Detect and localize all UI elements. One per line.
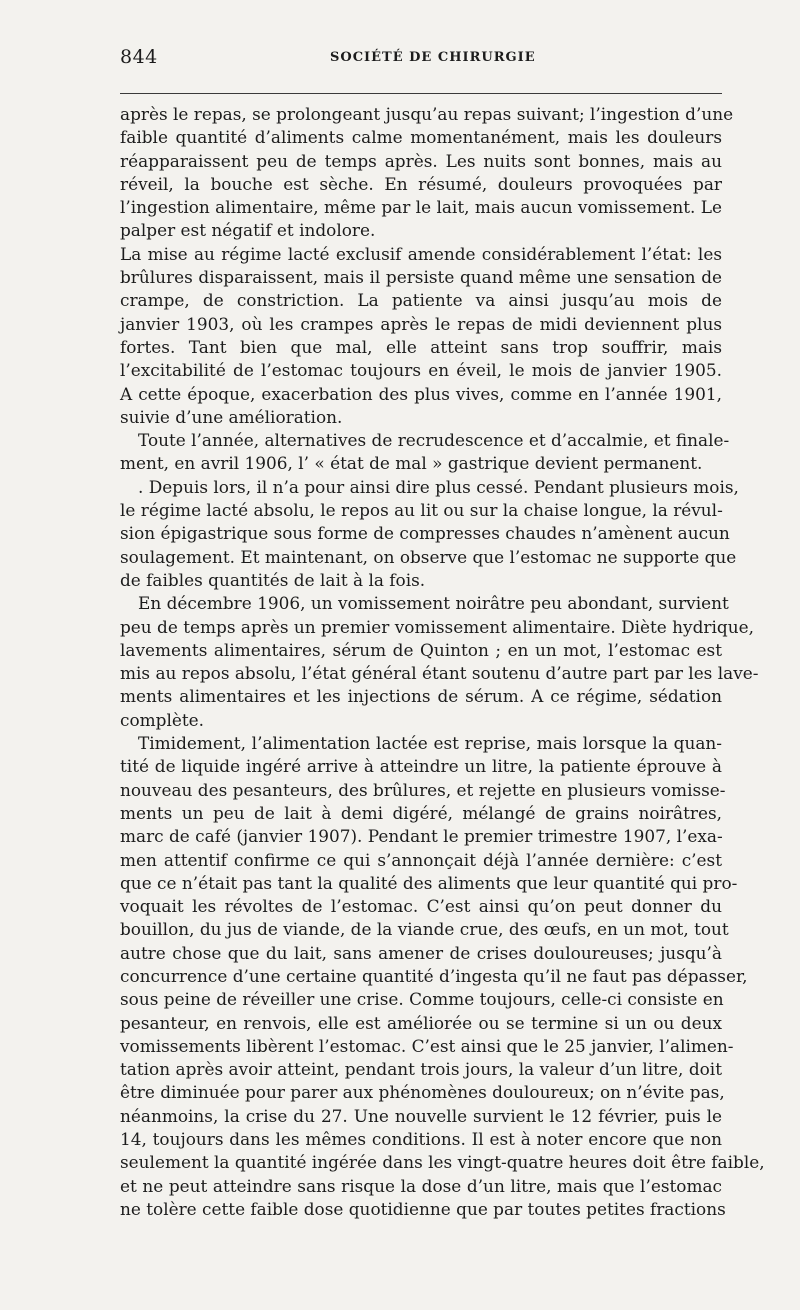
text-line: marc de café (janvier 1907). Pendant le premier trimestre 1907, l’exa- [120, 826, 723, 847]
text-line: Toute l’année, alternatives de recrudescence et d’accalmie, et finale- [138, 430, 730, 451]
text-line: fortes. Tant bien que mal, elle atteint sans trop souffrir, mais [120, 336, 722, 357]
text-line: faible quantité d’aliments calme momentanément, mais les douleurs [120, 127, 722, 148]
text-line: le régime lacté absolu, le repos au lit ou sur la chaise longue, la révul- [120, 500, 723, 521]
text-line: réveil, la bouche est sèche. En résumé, douleurs provoquées par [120, 173, 722, 194]
text-line: vomissements libèrent l’estomac. C’est ainsi que le 25 janvier, l’alimen- [120, 1035, 734, 1056]
text-line: et ne peut atteindre sans risque la dose d’un litre, mais que l’estomac [120, 1175, 722, 1196]
body-text [120, 103, 765, 1221]
text-line: nouveau des pesanteurs, des brûlures, et rejette en plusieurs vomisse- [120, 779, 726, 800]
text-line: sous peine de réveiller une crise. Comme toujours, celle-ci consiste en [120, 989, 724, 1010]
text-line: janvier 1903, où les crampes après le repas de midi deviennent plus [120, 313, 722, 334]
page-number: 844 [120, 46, 158, 68]
text-line: après le repas, se prolongeant jusqu’au repas suivant; l’ingestion d’une [120, 104, 734, 124]
text-line: être diminuée pour parer aux phénomènes douloureux; on n’évite pas, [120, 1082, 725, 1103]
text-line: ments un peu de lait à demi digéré, mélangé de grains noirâtres, [120, 802, 722, 823]
text-line: pesanteur, en renvois, elle est améliorée ou se termine si un ou deux [120, 1012, 722, 1033]
text-line: suivie d’une amélioration. [120, 406, 343, 427]
text-line: que ce n’était pas tant la qualité des aliments que leur quantité qui pro- [120, 872, 738, 893]
text-line: l’excitabilité de l’estomac toujours en éveil, le mois de janvier 1905. [120, 360, 722, 381]
text-line: complète. [120, 709, 205, 730]
text-line: tité de liquide ingéré arrive à atteindre un litre, la patiente éprouve à [120, 756, 722, 777]
text-line: . Depuis lors, il n’a pour ainsi dire plus cessé. Pendant plusieurs mois, [138, 476, 739, 497]
text-line: ments alimentaires et les injections de sérum. A ce régime, sédation [120, 686, 722, 707]
text-line: réapparaissent peu de temps après. Les nuits sont bonnes, mais au [120, 150, 722, 171]
text-line: palper est négatif et indolore. [120, 220, 376, 241]
text-line: La mise au régime lacté exclusif amende considérablement l’état: les [120, 243, 722, 264]
text-line: soulagement. Et maintenant, on observe que l’estomac ne supporte que [120, 546, 737, 567]
header-rule [120, 93, 722, 94]
text-line: ment, en avril 1906, l’ « état de mal » gastrique devient permanent. [120, 453, 703, 474]
text-line: seulement la quantité ingérée dans les vingt-quatre heures doit être faible, [120, 1152, 765, 1173]
text-line: voquait les révoltes de l’estomac. C’est ainsi qu’on peut donner du [120, 896, 722, 917]
text-line: autre chose que du lait, sans amener de crises douloureuses; jusqu’à [120, 942, 722, 963]
text-line: concurrence d’une certaine quantité d’ingesta qu’il ne faut pas dépasser, [120, 965, 748, 986]
text-line: bouillon, du jus de viande, de la viande crue, des œufs, en un mot, tout [120, 919, 729, 940]
text-line: néanmoins, la crise du 27. Une nouvelle survient le 12 février, puis le [120, 1105, 722, 1126]
text-line: men attentif confirme ce qui s’annonçait déjà l’année dernière: c’est [120, 849, 722, 870]
text-line: crampe, de constriction. La patiente va ainsi jusqu’au mois de [120, 290, 722, 311]
text-line: En décembre 1906, un vomissement noirâtre peu abondant, survient [138, 593, 729, 614]
running-title: SOCIÉTÉ DE CHIRURGIE [330, 50, 536, 65]
text-line: lavements alimentaires, sérum de Quinton ; en un mot, l’estomac est [120, 639, 722, 660]
text-line: A cette époque, exacerbation des plus vives, comme en l’année 1901, [120, 383, 722, 404]
text-line: de faibles quantités de lait à la fois. [120, 569, 426, 590]
text-line: 14, toujours dans les mêmes conditions. Il est à noter encore que non [120, 1129, 722, 1150]
text-line: Timidement, l’alimentation lactée est reprise, mais lorsque la quan- [138, 733, 722, 754]
text-line: ne tolère cette faible dose quotidienne que par toutes petites fractions [120, 1198, 726, 1219]
text-line: brûlures disparaissent, mais il persiste quand même une sensation de [120, 267, 722, 288]
text-line: sion épigastrique sous forme de compresses chaudes n’amènent aucun [120, 523, 730, 544]
text-line: mis au repos absolu, l’état général étant soutenu d’autre part par les lave- [120, 663, 759, 684]
text-line: peu de temps après un premier vomissement alimentaire. Diète hydrique, [120, 616, 754, 637]
text-line: tation après avoir atteint, pendant trois jours, la valeur d’un litre, doit [120, 1059, 722, 1080]
text-line: l’ingestion alimentaire, même par le lait, mais aucun vomissement. Le [120, 197, 723, 218]
page-header [120, 46, 722, 76]
